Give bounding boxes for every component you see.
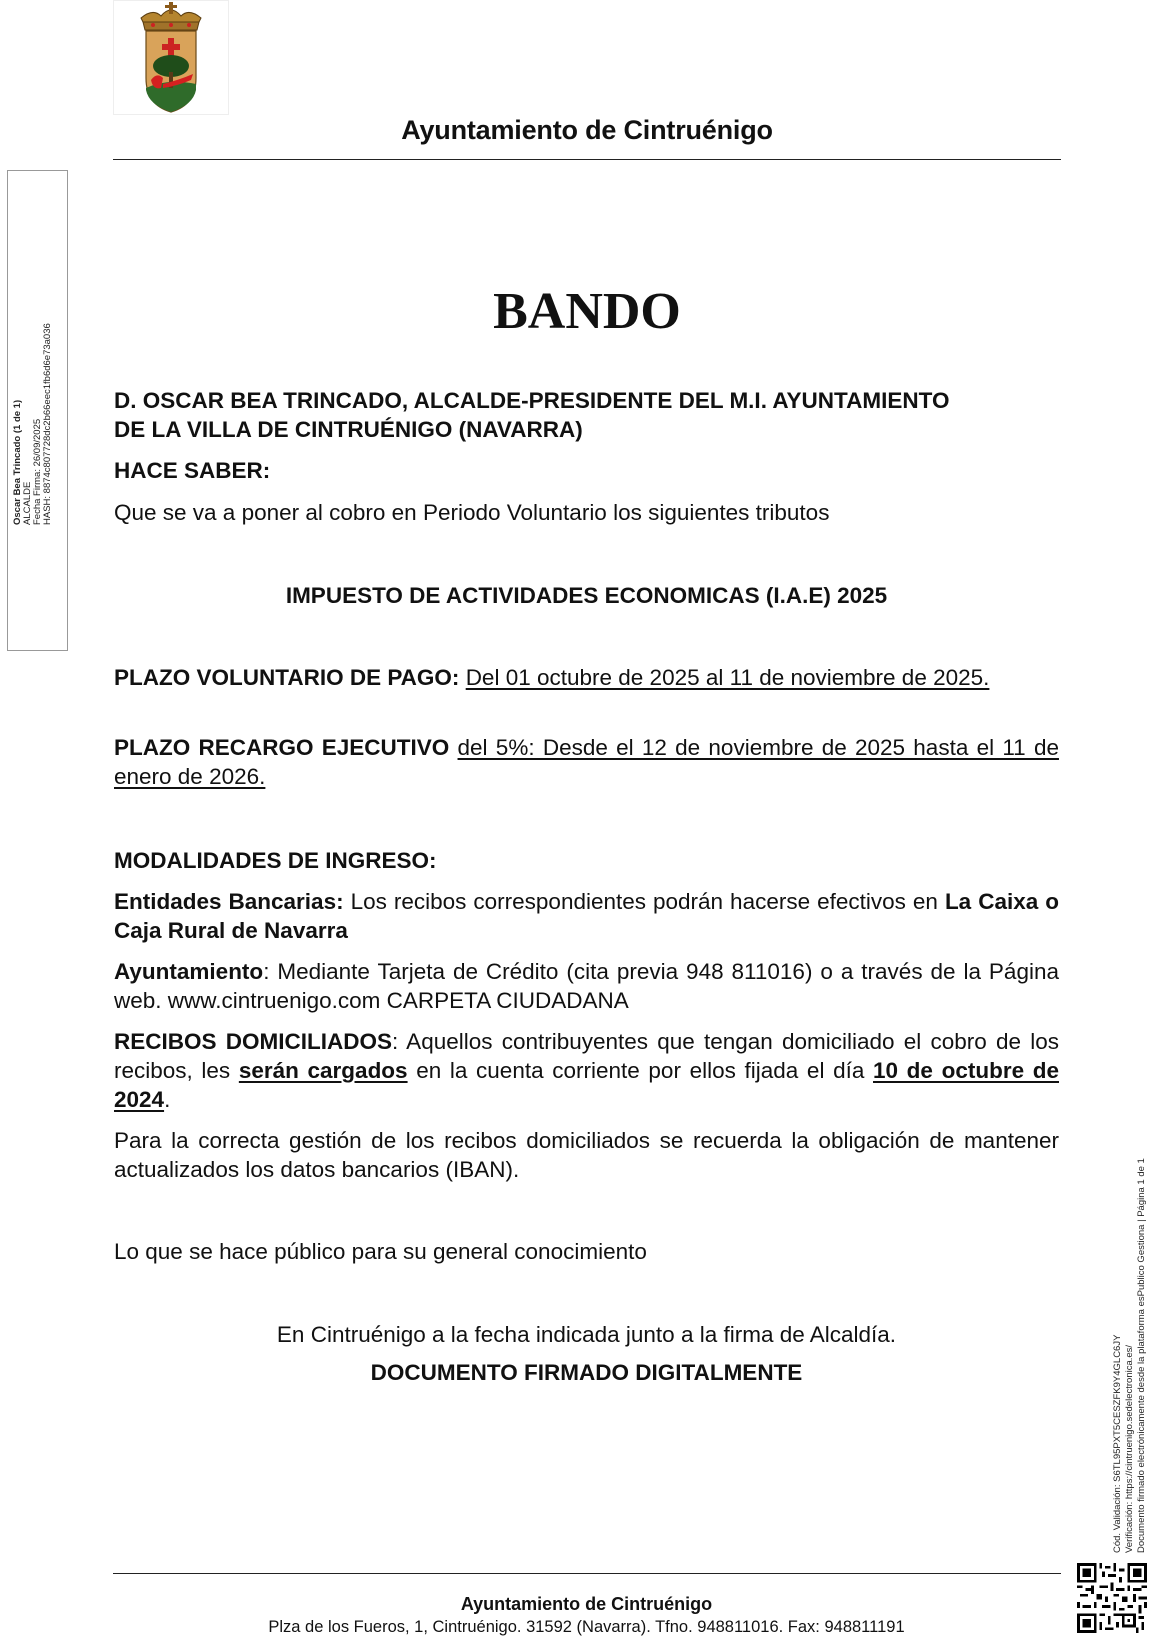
- signature-role: ALCALDE: [22, 481, 33, 525]
- footer-divider: [113, 1573, 1061, 1574]
- modalidades-title: MODALIDADES DE INGRESO:: [114, 848, 437, 873]
- ayuntamiento-text: : Mediante Tarjeta de Crédito (cita previa 948 811016) o a través de la Página web. www.cintruenigo.com CARPETA CIUDADANA: [114, 959, 1059, 1013]
- recibos-charge-date: 10 de octubre de 2024: [114, 1058, 1059, 1112]
- document-title: BANDO: [493, 283, 681, 340]
- entidades-banks: La Caixa o Caja Rural de Navarra: [114, 889, 1059, 943]
- verification-url[interactable]: Verificación: https://cintruenigo.sedelectronica.es/: [1124, 1344, 1135, 1553]
- plazo-recargo: [114, 733, 1059, 791]
- ayuntamiento-payment: [114, 957, 1059, 1015]
- recibos-text-1: : Aquellos contribuyentes que tengan domiciliado el cobro de los recibos, les: [114, 1029, 1059, 1083]
- recibos-end: .: [164, 1087, 171, 1112]
- qr-code: [1077, 1563, 1147, 1633]
- place-date: En Cintruénigo a la fecha indicada junto a la firma de Alcaldía.: [276, 1322, 897, 1347]
- digitally-signed: DOCUMENTO FIRMADO DIGITALMENTE: [370, 1360, 803, 1385]
- issuer-line-1: D. OSCAR BEA TRINCADO, ALCALDE-PRESIDENTE DEL M.I. AYUNTAMIENTO: [114, 388, 950, 413]
- recibos-emphasis: serán cargados: [238, 1058, 408, 1083]
- issuer-line-2: DE LA VILLA DE CINTRUÉNIGO (NAVARRA): [114, 417, 583, 442]
- recibos-text-2: en la cuenta corriente por ellos fijada el día: [407, 1058, 874, 1083]
- closing-text: Lo que se hace público para su general conocimiento: [114, 1239, 647, 1264]
- header-title: Ayuntamiento de Cintruénigo: [401, 115, 773, 145]
- tax-title: IMPUESTO DE ACTIVIDADES ECONOMICAS (I.A.E) 2025: [285, 583, 888, 608]
- footer-address: Plza de los Fueros, 1, Cintruénigo. 31592 (Navarra). Tfno. 948811016. Fax: 948811191: [268, 1618, 905, 1636]
- footer-title: Ayuntamiento de Cintruénigo: [460, 1594, 713, 1614]
- verification-platform: Documento firmado electrónicamente desde la plataforma esPublico Gestiona | Página 1 de 1: [1136, 1158, 1147, 1553]
- plazo-voluntario-dates: Del 01 octubre de 2025 al 11 de noviembre de 2025.: [465, 665, 990, 690]
- hace-saber: HACE SABER:: [114, 458, 271, 483]
- recibos-domiciliados: [114, 1027, 1059, 1114]
- signature-hash: HASH: 8874c807728dc2b66eec1fb6d6e73a036: [42, 323, 53, 525]
- entidades-label: Entidades Bancarias:: [114, 889, 344, 914]
- intro-text: Que se va a poner al cobro en Periodo Voluntario los siguientes tributos: [114, 500, 830, 525]
- plazo-recargo-dates: del 5%: Desde el 12 de noviembre de 2025 hasta el 11 de enero de 2026.: [114, 735, 1059, 789]
- entidades-text: Los recibos correspondientes podrán hacerse efectivos en: [350, 889, 938, 914]
- recibos-label: RECIBOS DOMICILIADOS: [114, 1029, 392, 1054]
- coat-of-arms-logo: [113, 0, 229, 115]
- qr-code-icon: [1077, 1563, 1147, 1633]
- signature-signer: Oscar Bea Trincado (1 de 1): [12, 399, 23, 525]
- verification-code: Cód. Validación: S6TL95PXT5CESZFK9Y4GLC6JY: [1112, 1334, 1123, 1553]
- entidades-bancarias: [114, 887, 1059, 945]
- signature-date: Fecha Firma: 26/09/2025: [32, 418, 43, 525]
- ayuntamiento-label: Ayuntamiento: [114, 959, 264, 984]
- plazo-voluntario-label: PLAZO VOLUNTARIO DE PAGO:: [114, 665, 460, 690]
- plazo-voluntario: [114, 663, 1059, 692]
- iban-note: Para la correcta gestión de los recibos domiciliados se recuerda la obligación de mantener actualizados los datos bancarios (IBAN).: [114, 1128, 1059, 1182]
- coat-of-arms-icon: [113, 0, 229, 115]
- header-divider: [113, 159, 1061, 160]
- plazo-recargo-label: PLAZO RECARGO EJECUTIVO: [114, 735, 450, 760]
